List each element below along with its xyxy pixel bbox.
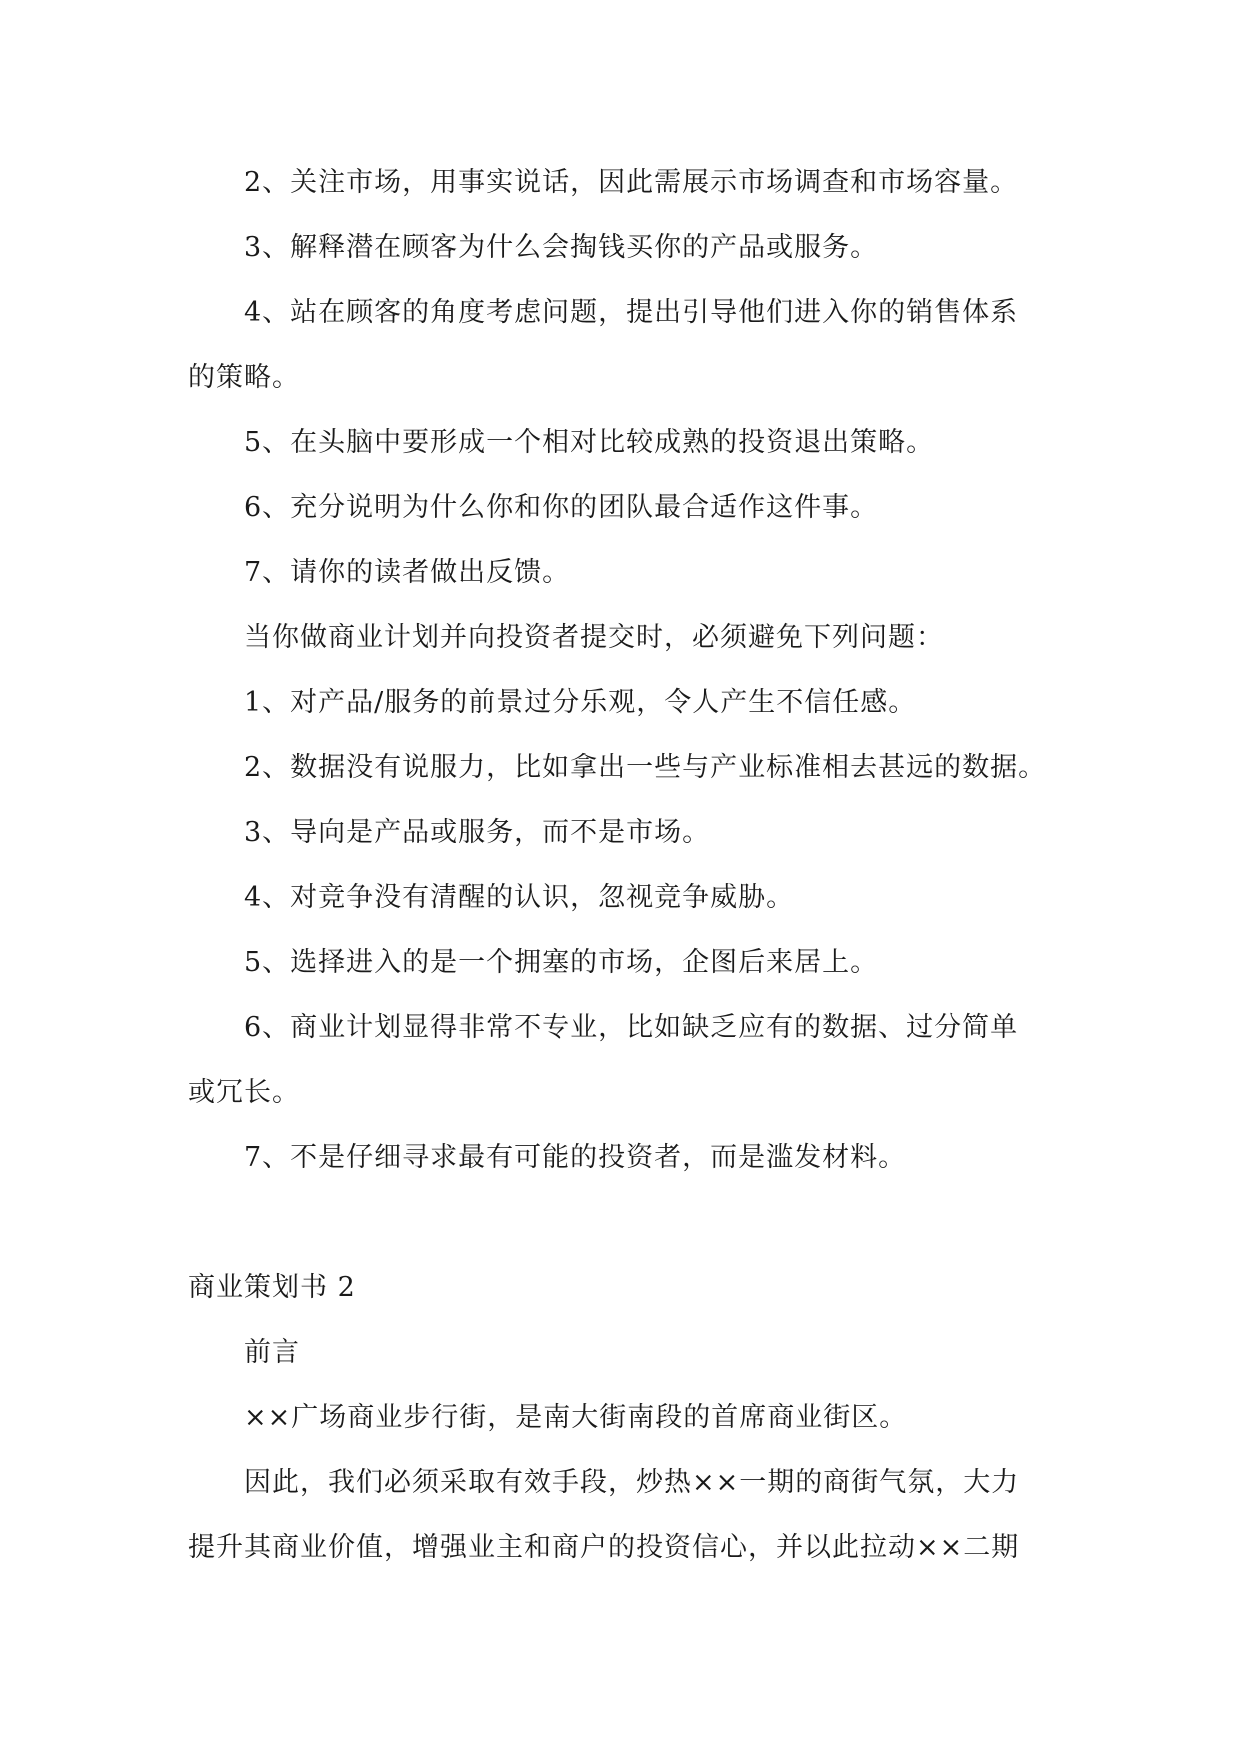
list-item: 5、在头脑中要形成一个相对比较成熟的投资退出策略。 [244, 427, 935, 458]
list-item: 1、对产品/服务的前景过分乐观，令人产生不信任感。 [244, 687, 917, 718]
paragraph: 当你做商业计划并向投资者提交时，必须避免下列问题： [244, 622, 944, 653]
section-title: 商业策划书 2 [188, 1272, 356, 1303]
list-item-continuation: 的策略。 [188, 362, 300, 393]
list-item: 4、对竞争没有清醒的认识，忽视竞争威胁。 [244, 882, 795, 913]
list-item: 3、导向是产品或服务，而不是市场。 [244, 817, 711, 848]
subsection-title: 前言 [244, 1337, 300, 1368]
paragraph: ××广场商业步行街，是南大街南段的首席商业街区。 [244, 1402, 908, 1433]
list-item: 4、站在顾客的角度考虑问题，提出引导他们进入你的销售体系 [244, 297, 1019, 328]
list-item: 6、商业计划显得非常不专业，比如缺乏应有的数据、过分简单 [244, 1012, 1019, 1043]
list-item: 3、解释潜在顾客为什么会掏钱买你的产品或服务。 [244, 232, 879, 263]
paragraph-continuation: 提升其商业价值，增强业主和商户的投资信心，并以此拉动××二期 [188, 1532, 1020, 1563]
list-item-continuation: 或冗长。 [188, 1077, 300, 1108]
list-item: 2、关注市场，用事实说话，因此需展示市场调查和市场容量。 [244, 167, 1019, 198]
list-item: 7、不是仔细寻求最有可能的投资者，而是滥发材料。 [244, 1142, 907, 1173]
paragraph: 因此，我们必须采取有效手段，炒热××一期的商街气氛，大力 [244, 1467, 1020, 1498]
list-item: 7、请你的读者做出反馈。 [244, 557, 571, 588]
list-item: 5、选择进入的是一个拥塞的市场，企图后来居上。 [244, 947, 879, 978]
list-item: 2、数据没有说服力，比如拿出一些与产业标准相去甚远的数据。 [244, 752, 1047, 783]
list-item: 6、充分说明为什么你和你的团队最合适作这件事。 [244, 492, 879, 523]
